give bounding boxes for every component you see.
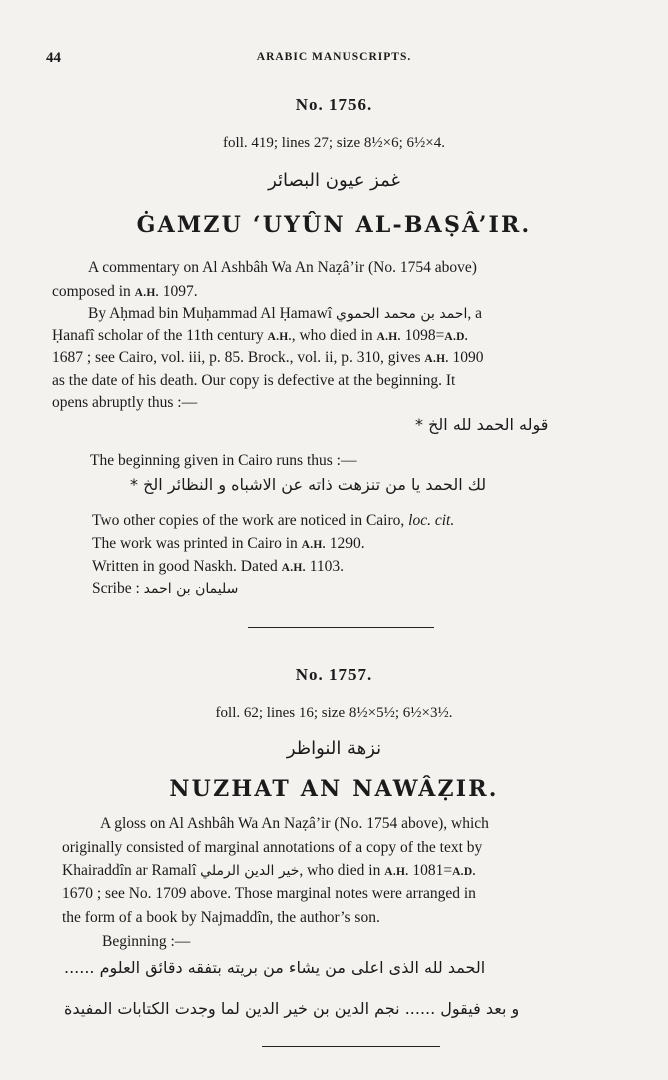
section-divider bbox=[248, 627, 434, 628]
entry-1756-line: as the date of his death. Our copy is defective at the beginning. It bbox=[52, 372, 456, 389]
entry-1756-number: No. 1756. bbox=[295, 95, 373, 114]
entry-1757-line: Khairaddîn ar Ramalî خير الدين الرملي, who died in A.H. 1081=A.D. bbox=[62, 862, 476, 879]
entry-1757-line: A gloss on Al Ashbâh Wa An Naẓâ’ir (No. 1754 above), which bbox=[100, 815, 489, 832]
entry-1756-line: Ḥanafî scholar of the 11th century A.H., who died in A.H. 1098=A.D. bbox=[52, 327, 468, 344]
arabic-beginning-line-1: الحمد لله الذى اعلى من يشاء من بريته بتفقه دقائق العلوم ...... bbox=[64, 958, 486, 977]
arabic-opening-line: قوله الحمد لله الخ * bbox=[415, 415, 549, 434]
entry-1757-line: the form of a book by Najmaddîn, the author’s son. bbox=[62, 909, 380, 926]
running-head: ARABIC MANUSCRIPTS. bbox=[256, 51, 412, 63]
entry-1757-line: originally consisted of marginal annotations of a copy of the text by bbox=[62, 839, 483, 856]
arabic-author-name: احمد بن محمد الحموي bbox=[335, 306, 468, 322]
section-divider bbox=[262, 1046, 440, 1047]
entry-1756-line: By Aḥmad bin Muḥammad Al Ḥamawî احمد بن محمد الحموي, a bbox=[88, 305, 482, 322]
entry-1757-number: No. 1757. bbox=[295, 665, 373, 684]
page-number: 44 bbox=[46, 50, 61, 66]
entry-1756-meta: foll. 419; lines 27; size 8½×6; 6½×4. bbox=[223, 135, 445, 151]
entry-1757-arabic-title: نزهة النواظر bbox=[286, 738, 382, 759]
entry-1756-line: A commentary on Al Ashbâh Wa An Naẓâ’ir (No. 1754 above) bbox=[88, 259, 477, 276]
entry-1757-line: 1670 ; see No. 1709 above. Those marginal notes were arranged in bbox=[62, 885, 476, 902]
entry-1756-line: The beginning given in Cairo runs thus :— bbox=[90, 452, 357, 469]
arabic-scribe-name: سليمان بن احمد bbox=[143, 581, 239, 597]
entry-1757-meta: foll. 62; lines 16; size 8½×5½; 6½×3½. bbox=[215, 705, 453, 721]
entry-1756-line: Scribe : سليمان بن احمد bbox=[92, 580, 239, 597]
entry-1756-title: ĠAMZU ‘UYÛN AL-BAṢÂ’IR. bbox=[136, 212, 532, 238]
entry-1757-title: NUZHAT AN NAWÂẒIR. bbox=[169, 776, 499, 802]
entry-1756-line: Written in good Naskh. Dated A.H. 1103. bbox=[92, 558, 345, 575]
entry-1756-line: composed in A.H. 1097. bbox=[52, 283, 198, 300]
arabic-khairaddin-name: خير الدين الرملي bbox=[200, 863, 300, 879]
entry-1756-line: The work was printed in Cairo in A.H. 1290. bbox=[92, 535, 365, 552]
entry-1756-line: Two other copies of the work are noticed in Cairo, loc. cit. bbox=[92, 512, 455, 529]
entry-1756-line: 1687 ; see Cairo, vol. iii, p. 85. Brock., vol. ii, p. 310, gives A.H. 1090 bbox=[52, 349, 484, 366]
entry-1756-line: opens abruptly thus :— bbox=[52, 394, 198, 411]
entry-1757-line: Beginning :— bbox=[102, 933, 191, 950]
arabic-cairo-beginning: لك الحمد يا من تنزهت ذاته عن الاشباه و النظائر الخ * bbox=[130, 475, 487, 494]
arabic-beginning-line-2: و بعد فيقول ...... نجم الدين بن خير الدين لما وجدت الكتابات المفيدة bbox=[64, 999, 520, 1018]
entry-1756-arabic-title: غمز عيون البصائر bbox=[268, 170, 400, 191]
